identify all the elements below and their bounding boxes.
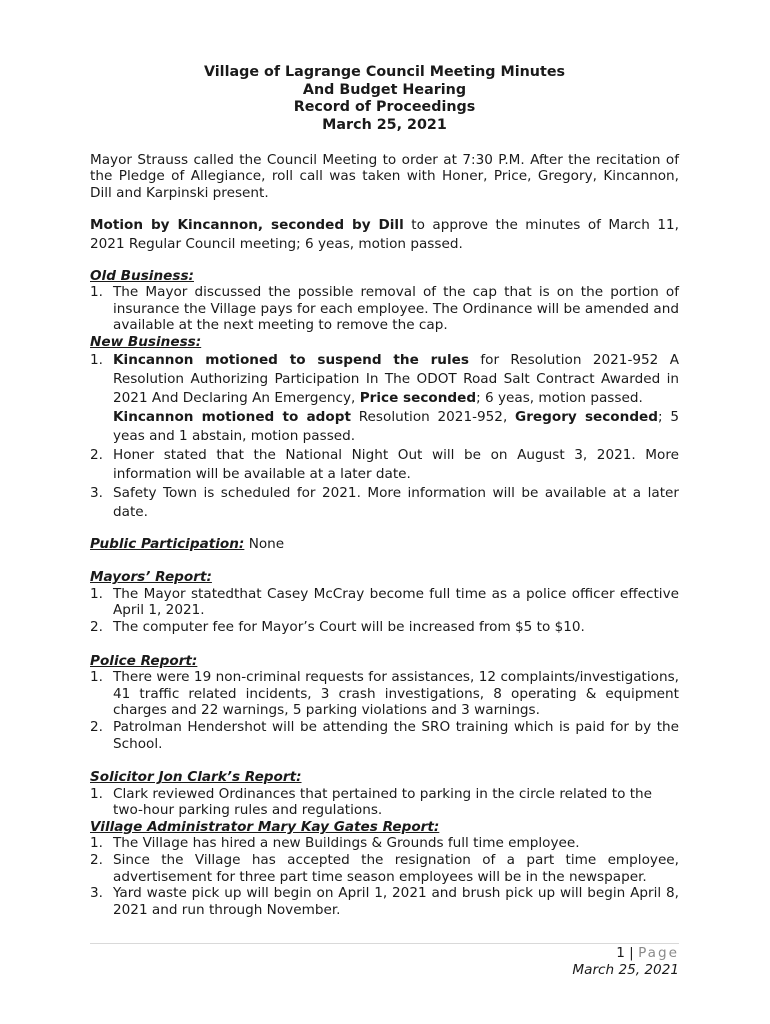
title-date: March 25, 2021 (322, 117, 447, 134)
administrator-report-list (90, 835, 679, 918)
item-number: 3. (90, 885, 103, 902)
item-text: Since the Village has accepted the resignation of a part time employee, advertisement for three part time season employees will be in the newspaper. (113, 852, 679, 885)
list-item (90, 446, 679, 484)
list-item (90, 586, 679, 619)
item-text: Safety Town is scheduled for 2021. More information will be available at a later date. (113, 484, 679, 520)
item-text: The computer fee for Mayor’s Court will be increased from $5 to $10. (113, 618, 585, 635)
item-text: ; 6 yeas, motion passed. (476, 389, 643, 406)
item-text: for Resolution 2021-952 A Resolution Authorizing Participation In The ODOT Road Salt Contract Awarded in 2021 And Declaring An Emergency, (113, 351, 680, 406)
item-number: 1. (90, 351, 103, 368)
page-number-line (572, 945, 679, 962)
item-text: There were 19 non-criminal requests for assistances, 12 complaints/investigations, 41 traffic related incidents, 3 crash investigations, 8 operating & equipment charges and 22 warnings, 5 parking violations and 3 warnings. (113, 669, 679, 719)
item-number: 1. (90, 785, 103, 802)
motion-paragraph (90, 216, 679, 254)
new-business-heading: New Business: (90, 333, 202, 350)
list-item (90, 669, 679, 719)
item-text: Clark reviewed Ordinances that pertained to parking in the circle related to the two-hour parking rules and regulations. (113, 785, 653, 819)
police-report-heading: Police Report: (90, 652, 198, 669)
mayors-report-list (90, 586, 679, 636)
item-number: 2. (90, 446, 103, 463)
old-business-heading: Old Business: (90, 267, 194, 284)
document-title (90, 64, 679, 135)
item-text: Yard waste pick up will begin on April 1, 2021 and brush pick up will begin April 8, 2021 and run through November. (113, 885, 679, 918)
list-item (90, 619, 679, 636)
public-participation-value: None (248, 535, 285, 552)
list-item (90, 852, 679, 885)
page-word: Page (638, 945, 679, 961)
item-number: 1. (90, 284, 103, 301)
list-item (90, 885, 679, 918)
item-text: The Mayor statedthat Casey McCray become full time as a police officer effective April 1, 2021. (113, 585, 679, 619)
list-item (90, 786, 679, 819)
title-line-1: Village of Lagrange Council Meeting Minutes (203, 64, 566, 80)
list-item (90, 284, 679, 334)
intro-paragraph: Mayor Strauss called the Council Meeting to order at 7:30 P.M. After the recitation of the Pledge of Allegiance, roll call was taken with Honer, Price, Gregory, Kincannon, Dill and Karpinski present. (90, 151, 679, 201)
item-number: 1. (90, 835, 103, 852)
item-number: 2. (90, 618, 103, 635)
title-line-2: And Budget Hearing (302, 81, 467, 98)
motion-bold: Motion by Kincannon, seconded by Dill (90, 216, 404, 233)
list-item (90, 484, 679, 522)
police-report-list (90, 669, 679, 752)
footer-divider (90, 943, 679, 944)
new-business-list (90, 351, 679, 522)
item-text: The Mayor discussed the possible removal of the cap that is on the portion of insurance the Village pays for each employee. The Ordinance will be amended and available at the next meeting to remove the cap. (113, 284, 679, 334)
footer-date: March 25, 2021 (572, 961, 679, 978)
list-item (90, 351, 679, 446)
public-participation-heading: Public Participation: (90, 535, 245, 552)
item-text: Resolution 2021-952, (350, 408, 516, 425)
item-text: Patrolman Hendershot will be attending the SRO training which is paid for by the School. (113, 718, 679, 752)
solicitor-report-heading: Solicitor Jon Clark’s Report: (90, 769, 302, 786)
item-number: 1. (90, 669, 103, 686)
list-item (90, 719, 679, 752)
item-number: 3. (90, 484, 103, 501)
page-separator: | (624, 945, 639, 961)
mayors-report-heading: Mayors’ Report: (90, 569, 212, 586)
motion-suspend-bold: Kincannon motioned to suspend the rules (113, 351, 469, 368)
motion-text: to approve the minutes of March 11, 2021 Regular Council meeting; 6 yeas, motion passed. (90, 216, 679, 252)
document-page (90, 64, 679, 918)
page-footer (572, 945, 679, 978)
solicitor-report-list (90, 786, 679, 819)
old-business-list (90, 284, 679, 334)
title-line-3: Record of Proceedings (293, 99, 476, 116)
item-number: 2. (90, 852, 103, 869)
price-seconded-bold: Price seconded (359, 389, 477, 406)
page-number: 1 (616, 945, 625, 961)
motion-adopt-bold: Kincannon motioned to adopt (113, 408, 351, 425)
public-participation (90, 536, 679, 553)
item-text: ; 5 yeas and 1 abstain, motion passed. (113, 408, 680, 444)
item-text: Honer stated that the National Night Out will be on August 3, 2021. More information will be available at a later date. (113, 446, 679, 482)
item-number: 2. (90, 718, 103, 735)
item-text: The Village has hired a new Buildings & Grounds full time employee. (113, 835, 580, 852)
gregory-seconded-bold: Gregory seconded (515, 408, 659, 425)
list-item (90, 835, 679, 852)
item-number: 1. (90, 585, 103, 602)
administrator-report-heading: Village Administrator Mary Kay Gates Report: (90, 818, 440, 835)
